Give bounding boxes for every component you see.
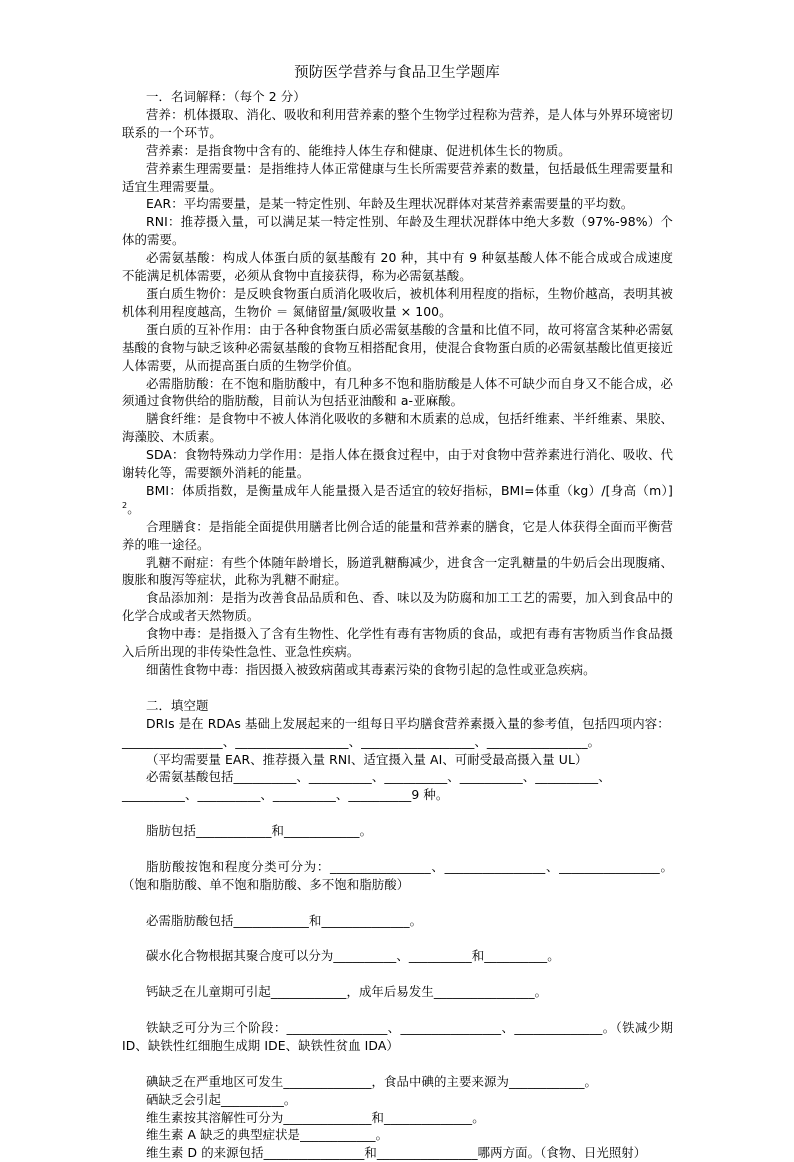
blank-field[interactable]: __________________ — [235, 733, 349, 749]
question-essential-amino-acids — [122, 768, 673, 786]
separator: 、 — [430, 858, 445, 874]
blank-field[interactable]: __________ — [122, 787, 185, 803]
blank-field[interactable]: ______________ — [321, 912, 410, 928]
question-prefix: 碘缺乏在严重地区可发生 — [146, 1073, 284, 1089]
question-prefix: 必需脂肪酸包括 — [146, 912, 234, 928]
question-spacer — [122, 1055, 673, 1073]
question-vitamin-a-deficiency — [122, 1126, 673, 1144]
question-dris-answer-note: （平均需要量 EAR、推荐摄入量 RNI、适宜摄入量 AI、可耐受最高摄入量 UL） — [146, 751, 588, 767]
separator: 、 — [387, 1020, 401, 1036]
question-prefix: 脂肪包括 — [146, 823, 196, 839]
question-mid: ，食品中碘的主要来源为 — [371, 1073, 509, 1089]
separator: 、 — [348, 733, 362, 749]
question-mid: 和 — [308, 912, 322, 928]
blank-field[interactable]: __________ — [272, 787, 336, 803]
term-protein-biological-value: 蛋白质生物价：是反映食物蛋白质消化吸收后，被机体利用程度的指标，生物价越高，表明其被机体利用程度越高，生物价 ＝ 氮储留量/氮吸收量 × 100。 — [122, 285, 673, 319]
question-suffix: 哪两方面。（食物、日光照射） — [477, 1145, 647, 1161]
question-vitamin-solubility — [122, 1109, 673, 1127]
blank-field[interactable]: __________ — [384, 769, 448, 785]
term-bmi-suffix: 。 — [127, 500, 140, 516]
blank-field[interactable]: ______________ — [283, 1073, 372, 1089]
blank-field[interactable]: ________________ — [122, 733, 223, 749]
term-rni: RNI：推荐摄入量，可以满足某一特定性别、年龄及生理状况群体中绝大多数（97%-98%）个体的需要。 — [122, 214, 673, 248]
blank-field[interactable]: ____________ — [195, 823, 272, 839]
term-physiological-requirement: 营养素生理需要量：是指维持人体正常健康与生长所需要营养素的数量，包括最低生理需要量和适宜生理需要量。 — [122, 160, 673, 194]
question-selenium-deficiency — [122, 1091, 673, 1109]
separator: 、 — [501, 1020, 515, 1036]
blank-field[interactable]: ________________ — [330, 858, 431, 874]
question-note: （饱和脂肪酸、单不饱和脂肪酸、多不饱和脂肪酸） — [122, 876, 410, 892]
separator: 、 — [545, 858, 560, 874]
blank-field[interactable]: ____________ — [270, 984, 347, 1000]
term-nutrition: 营养：机体摄取、消化、吸收和利用营养素的整个生物学过程称为营养，是人体与外界环境密切联系的一个环节。 — [122, 106, 673, 140]
question-suffix: 。 — [409, 912, 423, 928]
question-prefix: 维生素按其溶解性可分为 — [146, 1109, 284, 1125]
question-iron-deficiency — [122, 1019, 673, 1055]
question-prefix: 钙缺乏在儿童期可引起 — [146, 984, 271, 1000]
question-mid: 和 — [364, 1145, 377, 1161]
page-title: 预防医学营养与食品卫生学题库 — [294, 65, 500, 81]
separator: 、 — [396, 948, 409, 964]
question-suffix: 。 — [584, 1073, 597, 1089]
term-bmi-prefix: BMI：体质指数，是衡量成年人能量摄入是否适宜的较好指标，BMI=体重（kg）/[身高（m）] — [146, 482, 673, 498]
question-end: 。 — [602, 1020, 616, 1036]
term-food-poisoning: 食物中毒：是指摄入了含有生物性、化学性有毒有害物质的食品，或把有毒有害物质当作食品摄入后所出现的非传染性急性、亚急性疾病。 — [122, 626, 673, 660]
question-mid: ，成年后易发生 — [346, 984, 434, 1000]
blank-field[interactable]: __________ — [408, 948, 472, 964]
question-mid: 和 — [371, 1109, 385, 1125]
term-sda: SDA：食物特殊动力学作用：是指人体在摄食过程中，由于对食物中营养素进行消化、吸收、代谢转化等，需要额外消耗的能量。 — [122, 447, 673, 481]
question-spacer — [122, 840, 673, 858]
term-protein-complementation: 蛋白质的互补作用：由于各种食物蛋白质必需氨基酸的含量和比值不同，故可将富含某种必需氨基酸的食物与缺乏该种必需氨基酸的食物互相搭配食用，使混合食物蛋白质的必需氨基酸比值更接近人体需要，从而提高蛋白质的生物学价值。 — [122, 321, 673, 373]
blank-field[interactable]: __________ — [535, 769, 599, 785]
question-mid: 和 — [271, 823, 285, 839]
question-dris-end: 。 — [587, 733, 601, 749]
question-carbohydrate-classification — [122, 947, 673, 965]
question-essential-amino-acids-cont — [122, 786, 673, 804]
blank-field[interactable]: __________ — [308, 769, 372, 785]
blank-field[interactable]: __________ — [197, 787, 261, 803]
term-ear: EAR：平均需要量，是某一特定性别、年龄及生理状况群体对某营养素需要量的平均数。 — [146, 196, 634, 212]
question-note: （铁减少期 ID、缺铁性红细胞生成期 IDE、缺铁性贫血 IDA） — [122, 1020, 673, 1053]
question-prefix: 硒缺乏会引起 — [146, 1091, 221, 1107]
separator: 、 — [184, 787, 198, 803]
section-one-heading: 一．名词解释：（每个 2 分） — [146, 89, 306, 104]
question-prefix: 维生素 A 缺乏的典型症状是 — [146, 1127, 301, 1143]
question-spacer — [122, 894, 673, 912]
blank-field[interactable]: ________________ — [444, 858, 546, 874]
question-fatty-acid-saturation — [122, 858, 673, 894]
question-calcium-deficiency — [122, 983, 673, 1001]
blank-field[interactable]: ________________ — [376, 1145, 478, 1161]
blank-field[interactable]: __________ — [233, 769, 297, 785]
question-mid: 和 — [471, 948, 485, 964]
term-food-additive: 食品添加剂：是指为改善食品品质和色、香、味以及为防腐和加工工艺的需要，加入到食品中的化学合成或者天然物质。 — [122, 590, 673, 624]
question-suffix: 。 — [375, 1127, 389, 1143]
blank-field[interactable]: ______________ — [514, 1020, 603, 1036]
term-essential-amino-acid: 必需氨基酸：构成人体蛋白质的氨基酸有 20 种，其中有 9 种氨基酸人体不能合成或合成速度不能满足机体需要，必须从食物中直接获得，称为必需氨基酸。 — [122, 250, 673, 284]
blank-field[interactable]: ____________ — [508, 1073, 585, 1089]
question-suffix: 。 — [547, 948, 560, 964]
blank-field[interactable]: __________ — [459, 769, 523, 785]
question-end: 。 — [659, 858, 674, 874]
section-spacer — [122, 679, 673, 697]
separator: 、 — [335, 787, 349, 803]
question-vitamin-d-sources — [122, 1144, 673, 1162]
blank-field[interactable]: ________________ — [433, 984, 535, 1000]
blank-field[interactable]: __________ — [348, 787, 412, 803]
blank-field[interactable]: ______________ — [283, 1109, 372, 1125]
question-iodine-deficiency — [122, 1073, 673, 1091]
question-prefix: 脂肪酸按饱和程度分类可分为： — [146, 858, 331, 874]
question-dris-line1: DRIs 是在 RDAs 基础上发展起来的一组每日平均膳食营养素摄入量的参考值，包括四项内容： — [146, 715, 670, 731]
term-nutrient: 营养素：是指食物中含有的、能维持人体生存和健康、促进机体生长的物质。 — [146, 142, 571, 158]
blank-field[interactable]: ____________ — [300, 1127, 376, 1143]
document-body — [122, 88, 673, 1162]
section-two-heading: 二．填空题 — [146, 697, 209, 713]
term-bmi — [122, 482, 673, 518]
question-suffix: 。 — [283, 1091, 297, 1107]
separator: 、 — [222, 733, 236, 749]
term-dietary-fiber: 膳食纤维：是食物中不被人体消化吸收的多糖和木质素的总成，包括纤维素、半纤维素、果胶、海藻胶、木质素。 — [122, 411, 673, 445]
separator: 、 — [371, 769, 385, 785]
question-suffix: 。 — [534, 984, 548, 1000]
question-prefix: 必需氨基酸包括 — [146, 769, 234, 785]
question-spacer — [122, 804, 673, 822]
question-prefix: 铁缺乏可分为三个阶段： — [146, 1020, 287, 1036]
question-suffix: 。 — [359, 823, 373, 839]
question-prefix: 维生素 D 的来源包括 — [146, 1145, 264, 1161]
blank-field[interactable]: ____________ — [233, 912, 309, 928]
blank-field[interactable]: ________________ — [559, 858, 660, 874]
term-essential-fatty-acid: 必需脂肪酸：在不饱和脂肪酸中，有几种多不饱和脂肪酸是人体不可缺少而自身又不能合成，必须通过食物供给的脂肪酸，目前认为包括亚油酸和 a-亚麻酸。 — [122, 375, 673, 409]
blank-field[interactable]: ________________ — [400, 1020, 502, 1036]
question-spacer — [122, 965, 673, 983]
term-bacterial-food-poisoning: 细菌性食物中毒：指因摄入被致病菌或其毒素污染的食物引起的急性或亚急疾病。 — [146, 662, 596, 677]
blank-field[interactable]: __________________ — [361, 733, 475, 749]
separator: 、 — [296, 769, 309, 785]
blank-field[interactable]: ______________ — [384, 1109, 473, 1125]
question-spacer — [122, 930, 673, 948]
question-dris-blanks — [122, 733, 673, 751]
blank-field[interactable]: ____________ — [284, 823, 360, 839]
blank-field[interactable]: ________________ — [486, 733, 588, 749]
blank-field[interactable]: ________________ — [286, 1020, 388, 1036]
question-suffix: 9 种。 — [411, 787, 449, 803]
question-essential-fatty-acids — [122, 912, 673, 930]
term-balanced-diet: 合理膳食：是指能全面提供用膳者比例合适的能量和营养素的膳食，它是人体获得全面而平衡营养的唯一途径。 — [122, 518, 673, 552]
question-suffix: 。 — [472, 1109, 485, 1125]
term-bmi-superscript: 2 — [122, 500, 128, 510]
separator: 、 — [260, 787, 273, 803]
blank-field[interactable]: ________________ — [263, 1145, 365, 1161]
blank-field[interactable]: __________ — [333, 948, 397, 964]
separator: 、 — [474, 733, 487, 749]
separator: 、 — [598, 769, 611, 785]
separator: 、 — [447, 769, 460, 785]
question-fat-composition — [122, 822, 673, 840]
question-spacer — [122, 1001, 673, 1019]
term-lactose-intolerance: 乳糖不耐症：有些个体随年龄增长，肠道乳糖酶减少，进食含一定乳糖量的牛奶后会出现腹痛、腹胀和腹泻等症状，此称为乳糖不耐症。 — [122, 554, 673, 588]
blank-field[interactable]: __________ — [220, 1091, 284, 1107]
separator: 、 — [522, 769, 536, 785]
blank-field[interactable]: __________ — [484, 948, 548, 964]
question-prefix: 碳水化合物根据其聚合度可以分为 — [146, 948, 334, 964]
